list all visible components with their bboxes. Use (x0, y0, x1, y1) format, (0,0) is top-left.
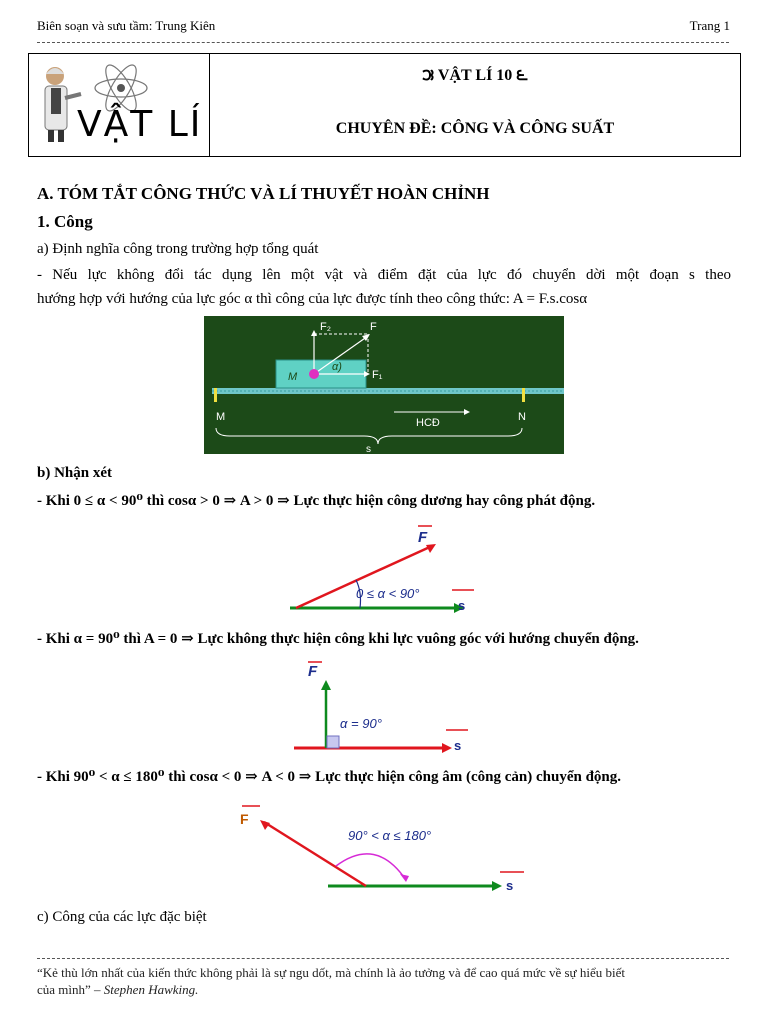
quote-author: Stephen Hawking. (103, 982, 199, 997)
definition-line-1: - Nếu lực không đổi tác dụng lên một vật và điểm đặt của lực đó chuyển dời một đoạn s theo (37, 267, 731, 283)
label-s: s (506, 878, 514, 893)
section-heading: A. TÓM TẮT CÔNG THỨC VÀ LÍ THUYẾT HOÀN CHỈNH (37, 184, 490, 203)
page-number: Trang 1 (689, 18, 730, 33)
label-f: F (370, 321, 377, 333)
label-displacement: s (366, 444, 371, 454)
footer-quote-line-2 (37, 981, 198, 998)
zero-work-diagram (290, 656, 480, 754)
footer-quote-line-1: “Kẻ thù lớn nhất của kiến thức không phải là sự ngu dốt, mà chính là ảo tưởng và để cao quá mức về sự hiểu biết (37, 965, 625, 980)
label-f1: F₁ (372, 369, 383, 381)
item-b-heading: b) Nhận xét (37, 465, 113, 481)
label-f: F (308, 663, 318, 680)
topic-title: CHUYÊN ĐỀ: CÔNG VÀ CÔNG SUẤT (335, 120, 615, 137)
subject-title: ౫ VẬT LÍ 10 ౬ (422, 67, 528, 84)
quote-end: của mình” – (37, 982, 104, 997)
point-m: M (216, 411, 226, 423)
title-box (28, 53, 741, 157)
footer-divider (37, 958, 729, 959)
label-mass: M (288, 371, 298, 383)
angle-label: α = 90° (340, 716, 382, 731)
header-divider (37, 42, 729, 43)
subsection-heading: 1. Công (37, 212, 93, 231)
label-direction: HCĐ (416, 417, 440, 429)
case-positive: - Khi 0 ≤ α < 90⁰ thì cosα > 0 ⇒ A > 0 ⇒ Lực thực hiện công dương hay công phát động. (37, 493, 596, 509)
item-a-heading: a) Định nghĩa công trong trường hợp tổng quát (37, 241, 319, 257)
label-alpha: α) (332, 361, 342, 373)
negative-work-diagram (228, 800, 548, 898)
item-c-heading: c) Công của các lực đặc biệt (37, 909, 207, 925)
angle-label: 0 ≤ α < 90° (356, 586, 420, 601)
label-f: F (418, 529, 428, 546)
logo-text: VẬT LÍ (77, 104, 203, 145)
point-n: N (518, 411, 526, 423)
angle-label: 90° < α ≤ 180° (348, 828, 432, 843)
label-s: s (454, 738, 462, 753)
positive-work-diagram (282, 520, 502, 616)
header-author: Biên soạn và sưu tầm: Trung Kiên (37, 18, 216, 33)
label-f: F (240, 811, 249, 827)
case-negative: - Khi 90⁰ < α ≤ 180⁰ thì cosα < 0 ⇒ A < 0 ⇒ Lực thực hiện công âm (công cản) chuyển động. (37, 769, 622, 785)
case-zero: - Khi α = 90⁰ thì A = 0 ⇒ Lực không thực hiện công khi lực vuông góc với hướng chuyển động. (37, 631, 639, 647)
label-s: s (458, 598, 466, 613)
label-f2: F₂ (320, 321, 331, 333)
work-definition-diagram (204, 316, 564, 454)
definition-line-2: hướng hợp với hướng của lực góc α thì công của lực được tính theo công thức: A = F.s.cosα (37, 291, 588, 307)
